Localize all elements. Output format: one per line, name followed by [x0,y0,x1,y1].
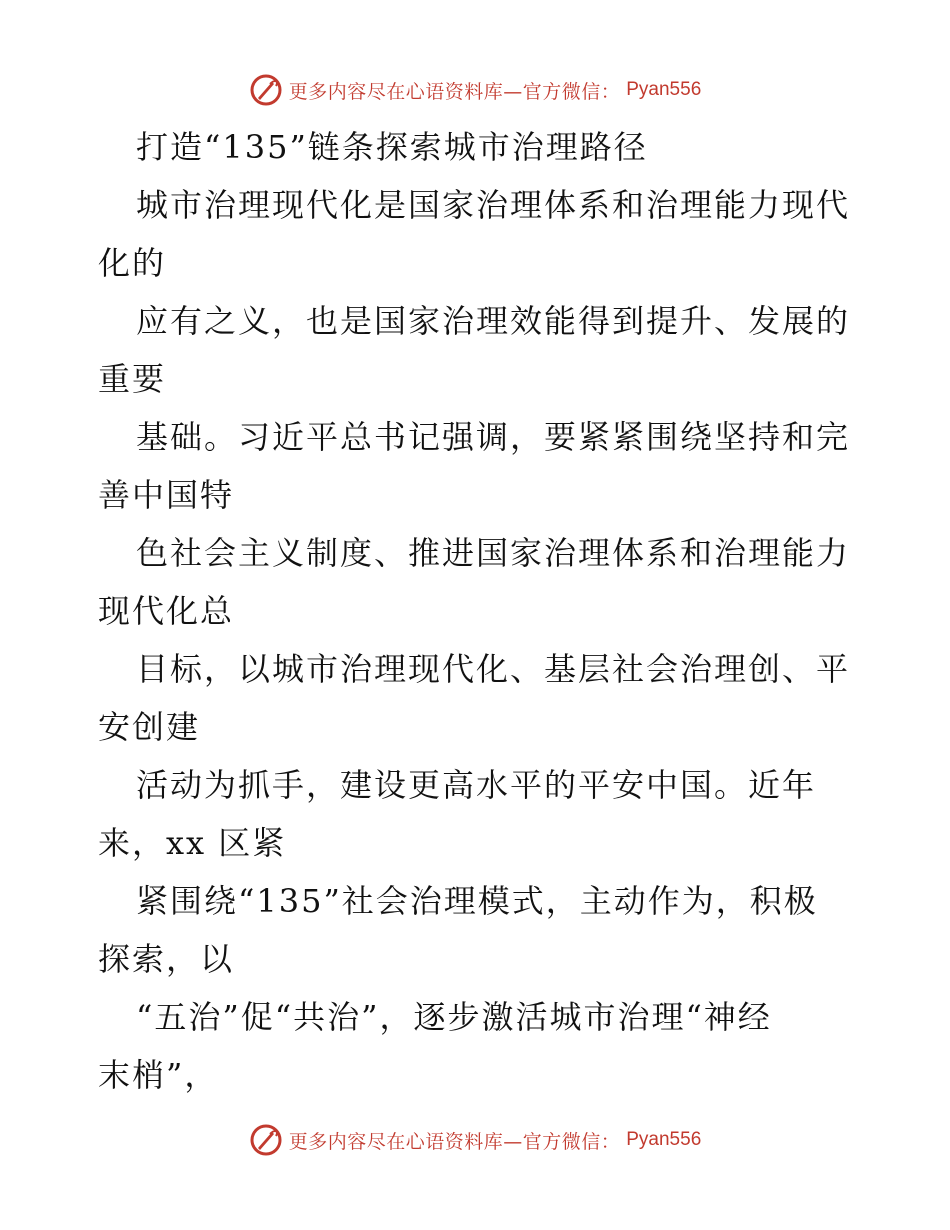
quill-logo-icon [249,73,283,107]
text-line: 化的 [98,244,167,282]
watermark-text: 更多内容尽在心语资料库—官方微信： [288,1130,621,1153]
text-line: 活动为抓手，建设更高水平的平安中国。近年 [136,766,817,804]
text-line: 基础。习近平总书记强调，要紧紧围绕坚持和完 [136,418,851,456]
text-line: “五治”促“共治”，逐步激活城市治理“神经 [136,998,772,1036]
text-line: 应有之义，也是国家治理效能得到提升、发展的 [136,302,851,340]
footer-watermark [0,1120,950,1160]
watermark-wechat-id: Pyan556 [626,79,702,100]
watermark-text: 更多内容尽在心语资料库—官方微信： [288,80,621,103]
document-title: 打造“135”链条探索城市治理路径 [136,128,648,166]
text-line: 安创建 [98,708,201,746]
watermark-wechat-id: Pyan556 [626,1129,702,1150]
text-line: 现代化总 [98,592,235,630]
text-line: 善中国特 [98,476,235,514]
text-line: 紧围绕“135”社会治理模式，主动作为，积极 [136,882,818,920]
text-line: 来，xx 区紧 [98,824,287,862]
header-watermark [0,70,950,110]
text-line: 目标，以城市治理现代化、基层社会治理创、平 [136,650,851,688]
quill-logo-icon [249,1123,283,1157]
text-line: 色社会主义制度、推进国家治理体系和治理能力 [136,534,851,572]
text-line: 末梢”， [98,1056,219,1094]
text-line: 重要 [98,360,167,398]
document-body [98,118,858,1104]
text-line: 探索，以 [98,940,235,978]
text-line: 城市治理现代化是国家治理体系和治理能力现代 [136,186,851,224]
